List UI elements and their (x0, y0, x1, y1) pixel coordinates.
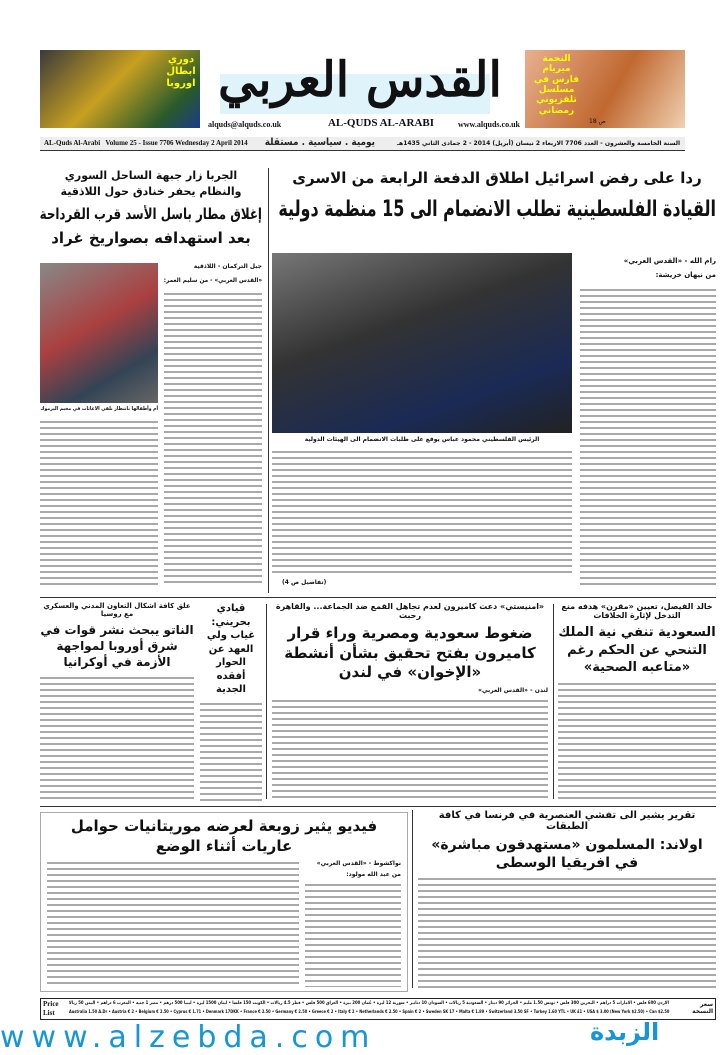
issue-ribbon (40, 137, 685, 151)
price-line-ar: الاردن 600 فلس • الامارات 5 دراهم • البحرين 300 فلس • تونس 1.50 مليم • الجزائر 90 دينار • السعودية 5 ريالات • السودان 10 دنانير • سورية 12 ليرة • عُمان 200 بيزة • العراق 500 فلس • قطر 4.5 ريالات • الكويت 150 فلسا • لبنان 1500 ليرة • ليبيا 500 درهم • مصر 1 جنيه • المغرب 6 دراهم • اليمن 50 ريالا (68, 1001, 669, 1006)
article-body-text (580, 287, 716, 587)
article-body-text (40, 419, 158, 585)
article-body-text (47, 860, 299, 987)
logo-english: AL-QUDS AL-ARABI (327, 117, 435, 129)
section-divider (40, 597, 716, 598)
syria-story[interactable] (40, 165, 262, 595)
syria-headline-1: إغلاق مطار باسل الأسد قرب القرداحة (39, 205, 263, 223)
issue-info-ar: السنة الخامسة والعشرون - العدد 7706 الاربعاء 2 نيسان (أبريل) 2014 - 2 جمادى الثاني 1435هـ (396, 140, 680, 147)
syria-photo[interactable] (40, 263, 158, 403)
watermark-logo: الزبدة (590, 1018, 660, 1046)
more-link[interactable]: (تفاصيل ص 4) (282, 579, 327, 586)
france-story[interactable] (418, 810, 716, 990)
column-divider (553, 604, 554, 799)
promo-page: ص 18 (589, 118, 606, 125)
saudi-kicker: خالد الفيصل، تعيين «مقرن» هدفه منع التدخل لإثارة الخلافات (561, 602, 713, 620)
mauritania-headline: فيديو يثير زوبعة لعرضه موريتانيات حوامل عاريات أثناء الوضع (70, 817, 378, 855)
bahrain-story[interactable] (200, 602, 262, 802)
promo-actress-text: النجمة ميريام فارس في مسلسل تلفزيوني رمضاني (533, 54, 579, 116)
main-photo[interactable] (272, 253, 572, 433)
promo-football-image[interactable] (40, 50, 200, 128)
promo-football-text: دوري ابطال اوروبا (166, 54, 196, 89)
article-body-text (164, 291, 262, 585)
column-divider (266, 604, 267, 799)
syria-headline-2: بعد استهدافه بصواريخ غراد (51, 229, 251, 247)
main-caption: الرئيس الفلسطيني محمود عباس يوقع على طلبات الانضمام الى الهيئات الدولية (304, 436, 540, 443)
article-body-text (272, 449, 572, 575)
nato-story[interactable] (40, 602, 194, 802)
mauritania-dateline: نواكشوط - «القدس العربي» (316, 860, 401, 867)
article-body-text (200, 701, 262, 803)
nato-headline: الناتو يبحث نشر قوات في شرق أوروبا لمواجهة الأزمة في أوكرانيا (40, 623, 194, 670)
website[interactable]: www.alquds.co.uk (457, 120, 520, 129)
article-body-text (40, 675, 194, 802)
syria-byline: «القدس العربي» - من سليم العمر: (163, 277, 262, 284)
logo-arabic: القدس العربي (218, 52, 502, 108)
article-body-text (418, 876, 716, 990)
price-label-ar: سعر النسخة (692, 1001, 713, 1015)
price-list (40, 998, 716, 1020)
logo (210, 44, 510, 116)
syria-kicker-1: الجربا زار جبهة الساحل السوري (64, 169, 238, 182)
mauritania-story[interactable] (40, 812, 408, 992)
france-headline: اولاند: المسلمون «مستهدفون مباشرة» في افريقيا الوسطى (431, 837, 703, 872)
column-divider (268, 168, 269, 593)
uk-kicker: «امنيستي» دعت كاميرون لعدم تجاهل القمع ضد الجماعة... والقاهرة رحبت (275, 602, 545, 620)
column-divider (412, 810, 413, 988)
main-headline: القيادة الفلسطينية تطلب الانضمام الى 15 منظمة دولية (278, 197, 716, 222)
watermark-url[interactable]: www.alzebda.com (0, 1020, 377, 1055)
article-body-text (558, 681, 716, 802)
article-body-text (305, 882, 401, 987)
article-body-text (272, 698, 548, 803)
price-line-en: Australia 1.50 A.Dr • Austria € 2 • Belgium € 2.50 • Cyprus € 1.71 • Denmark 17DKK • France € 2.50 • Germany € 2.50 • Greece € 2 • Italy € 2 • Netherlands € 2.50 • Spain € 2 • Sweden SK 17 • Malta € 1.89 • Switzerland 3.50 SF • Turkey 1.60 YTL • UK £1 • USA $ 3.00 (New York $2.50) • Can $2.50 (69, 1010, 670, 1015)
saudi-story[interactable] (558, 602, 716, 802)
issue-info-en: AL-Quds Al-Arabi Volume 25 - Issue 7706 Wednesday 2 April 2014 (44, 139, 248, 147)
nato-kicker: علق كافة اشكال التعاون المدني والعسكري مع روسيا (43, 602, 191, 618)
main-story[interactable] (278, 165, 716, 595)
france-kicker: تقرير يشير الى تفشي العنصرية في فرنسا في كافة الطبقات (438, 810, 696, 832)
section-divider (40, 806, 716, 807)
mauritania-byline: من عبد الله مولود: (346, 871, 401, 878)
syria-caption: أم وأطفالها بانتظار تلقي الاغاثات في مخيم اليرموك (40, 406, 158, 412)
dateline: رام الله - «القدس العربي» (623, 257, 716, 265)
uk-headline: ضغوط سعودية ومصرية وراء قرار كاميرون بفتح تحقيق بشأن أنشطة «الإخوان» في لندن (284, 624, 536, 681)
bahrain-headline: قيادي بحريني: غياب ولي العهد عن الحوار أفقده الجدية (206, 603, 256, 695)
byline: من نيهان خريشة: (655, 271, 716, 279)
saudi-headline: السعودية تنفي نية الملك التنحي عن الحكم رغم «متاعبه الصحية» (558, 625, 716, 676)
slogan: يومية . سياسية . مستقلة (264, 137, 375, 148)
uk-story[interactable] (272, 602, 548, 802)
main-kicker: ردا على رفض اسرائيل اطلاق الدفعة الرابعة من الاسرى (292, 169, 702, 187)
syria-dateline: جبل التركمان - اللاذقية (193, 263, 262, 270)
uk-dateline: لندن - «القدس العربي» (478, 686, 548, 694)
email[interactable]: alquds@alquds.co.uk (208, 120, 282, 129)
promo-actress-image[interactable] (525, 50, 685, 128)
price-label-en: Price List (43, 1000, 59, 1017)
syria-kicker-2: والنظام يحفر خنادق حول اللاذقية (60, 185, 242, 198)
